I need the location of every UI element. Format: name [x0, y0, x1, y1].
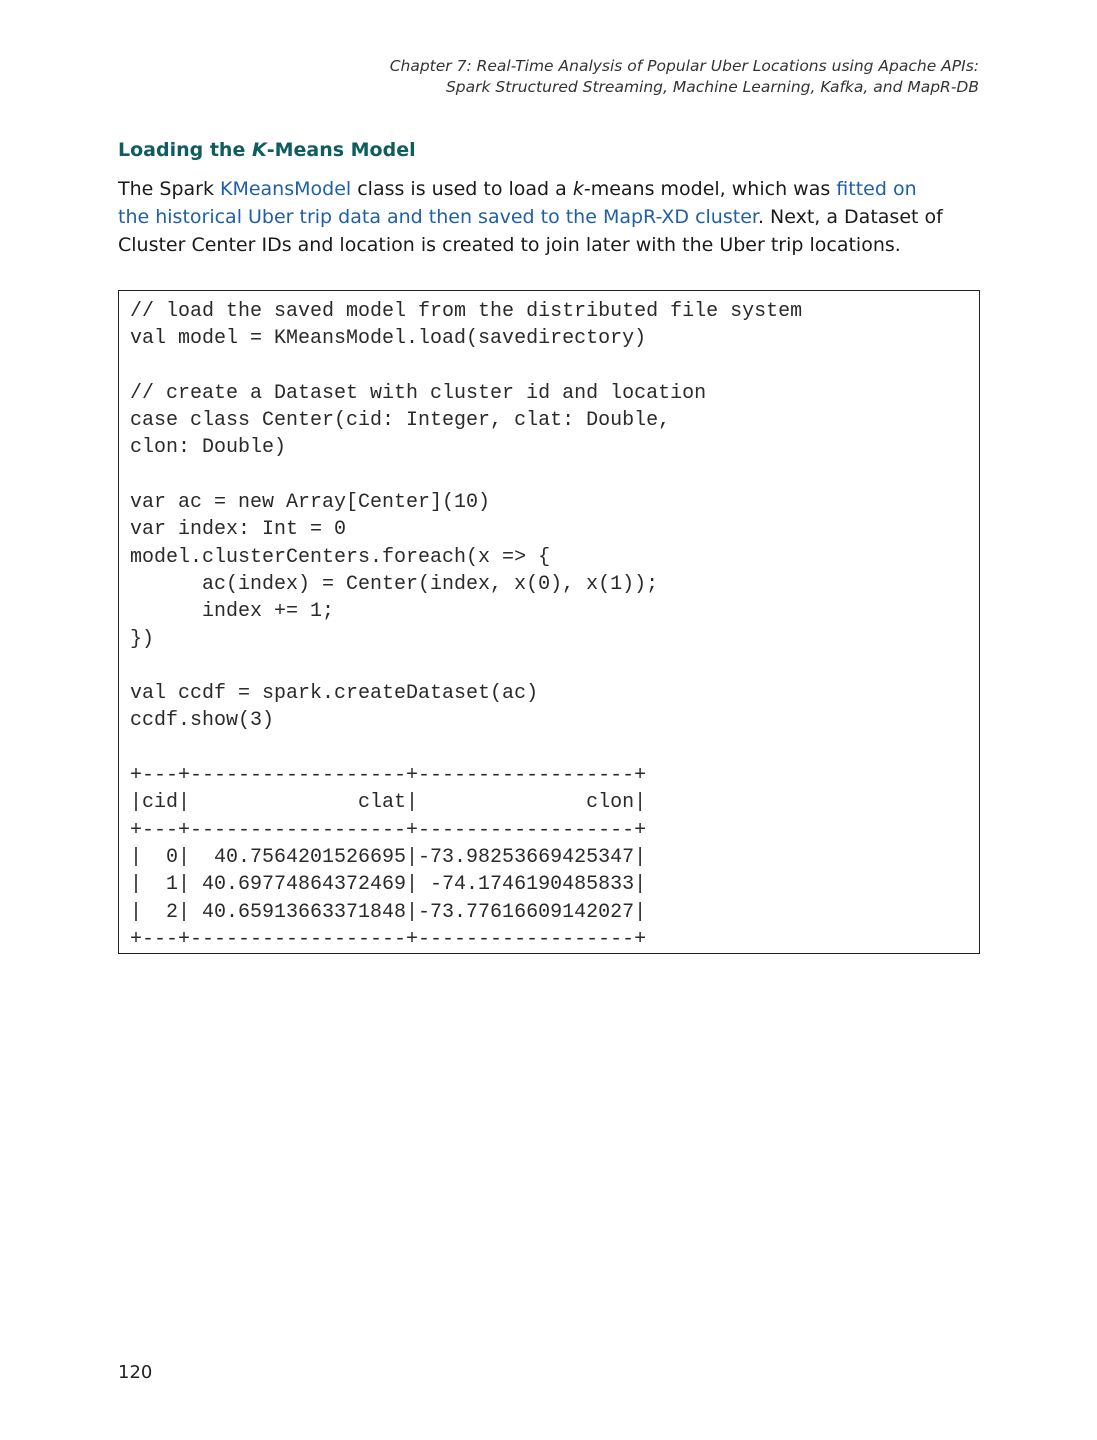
code-line: clon: Double) — [130, 436, 287, 460]
historical-data-link[interactable]: the historical Uber trip data and then saved to the MapR-XD cluster — [118, 206, 758, 228]
code-line: ccdf.show(3) — [130, 709, 275, 733]
code-line: case class Center(cid: Integer, clat: Double, — [130, 409, 671, 433]
code-line: var ac = new Array[Center](10) — [130, 491, 491, 515]
code-line: | 1| 40.69774864372469| -74.1746190485833| — [130, 873, 647, 897]
section-heading — [118, 139, 416, 161]
intro-text-1a: The Spark — [118, 178, 220, 200]
kmeansmodel-link[interactable]: KMeansModel — [220, 178, 352, 200]
intro-paragraph — [118, 175, 980, 259]
fitted-on-link[interactable]: fitted on — [836, 178, 917, 200]
page-number: 120 — [118, 1362, 153, 1383]
code-line: +---+------------------+------------------+ — [130, 927, 647, 951]
code-line: index += 1; — [130, 600, 335, 624]
intro-italic-k: k — [572, 178, 584, 200]
running-header-line-2: Spark Structured Streaming, Machine Learning, Kafka, and MapR-DB — [445, 78, 979, 96]
intro-line-3: Cluster Center IDs and location is created to join later with the Uber trip locations. — [118, 234, 901, 256]
running-header-line-1: Chapter 7: Real-Time Analysis of Popular Uber Locations using Apache APIs: — [389, 57, 979, 75]
code-block — [119, 291, 979, 953]
code-line: model.clusterCenters.foreach(x => { — [130, 545, 551, 569]
intro-line-2 — [118, 203, 980, 231]
code-line: var index: Int = 0 — [130, 518, 347, 542]
code-line: +---+------------------+------------------+ — [130, 818, 647, 842]
code-line: ac(index) = Center(index, x(0), x(1)); — [130, 572, 659, 596]
code-line: | 2| 40.65913663371848|-73.77616609142027| — [130, 900, 647, 924]
section-heading-prefix: Loading the — [118, 139, 252, 161]
intro-text-1b: class is used to load a — [351, 178, 573, 200]
code-listing — [118, 290, 980, 954]
intro-text-2: . Next, a Dataset of — [757, 206, 943, 228]
code-line: +---+------------------+------------------+ — [130, 764, 647, 788]
code-line: // create a Dataset with cluster id and location — [130, 381, 707, 405]
code-line: // load the saved model from the distributed file system — [130, 300, 803, 323]
section-heading-italic: K — [251, 139, 267, 161]
intro-line-1 — [118, 175, 980, 203]
code-line: }) — [130, 627, 155, 651]
code-line: |cid| clat| clon| — [130, 791, 647, 815]
code-line: | 0| 40.7564201526695|-73.98253669425347| — [130, 845, 647, 869]
running-header — [219, 56, 979, 98]
code-line: val model = KMeansModel.load(savedirectory) — [130, 327, 647, 351]
code-line: val ccdf = spark.createDataset(ac) — [130, 682, 539, 706]
intro-text-1c: -means model, which was — [583, 178, 837, 200]
section-heading-suffix: -Means Model — [266, 139, 416, 161]
